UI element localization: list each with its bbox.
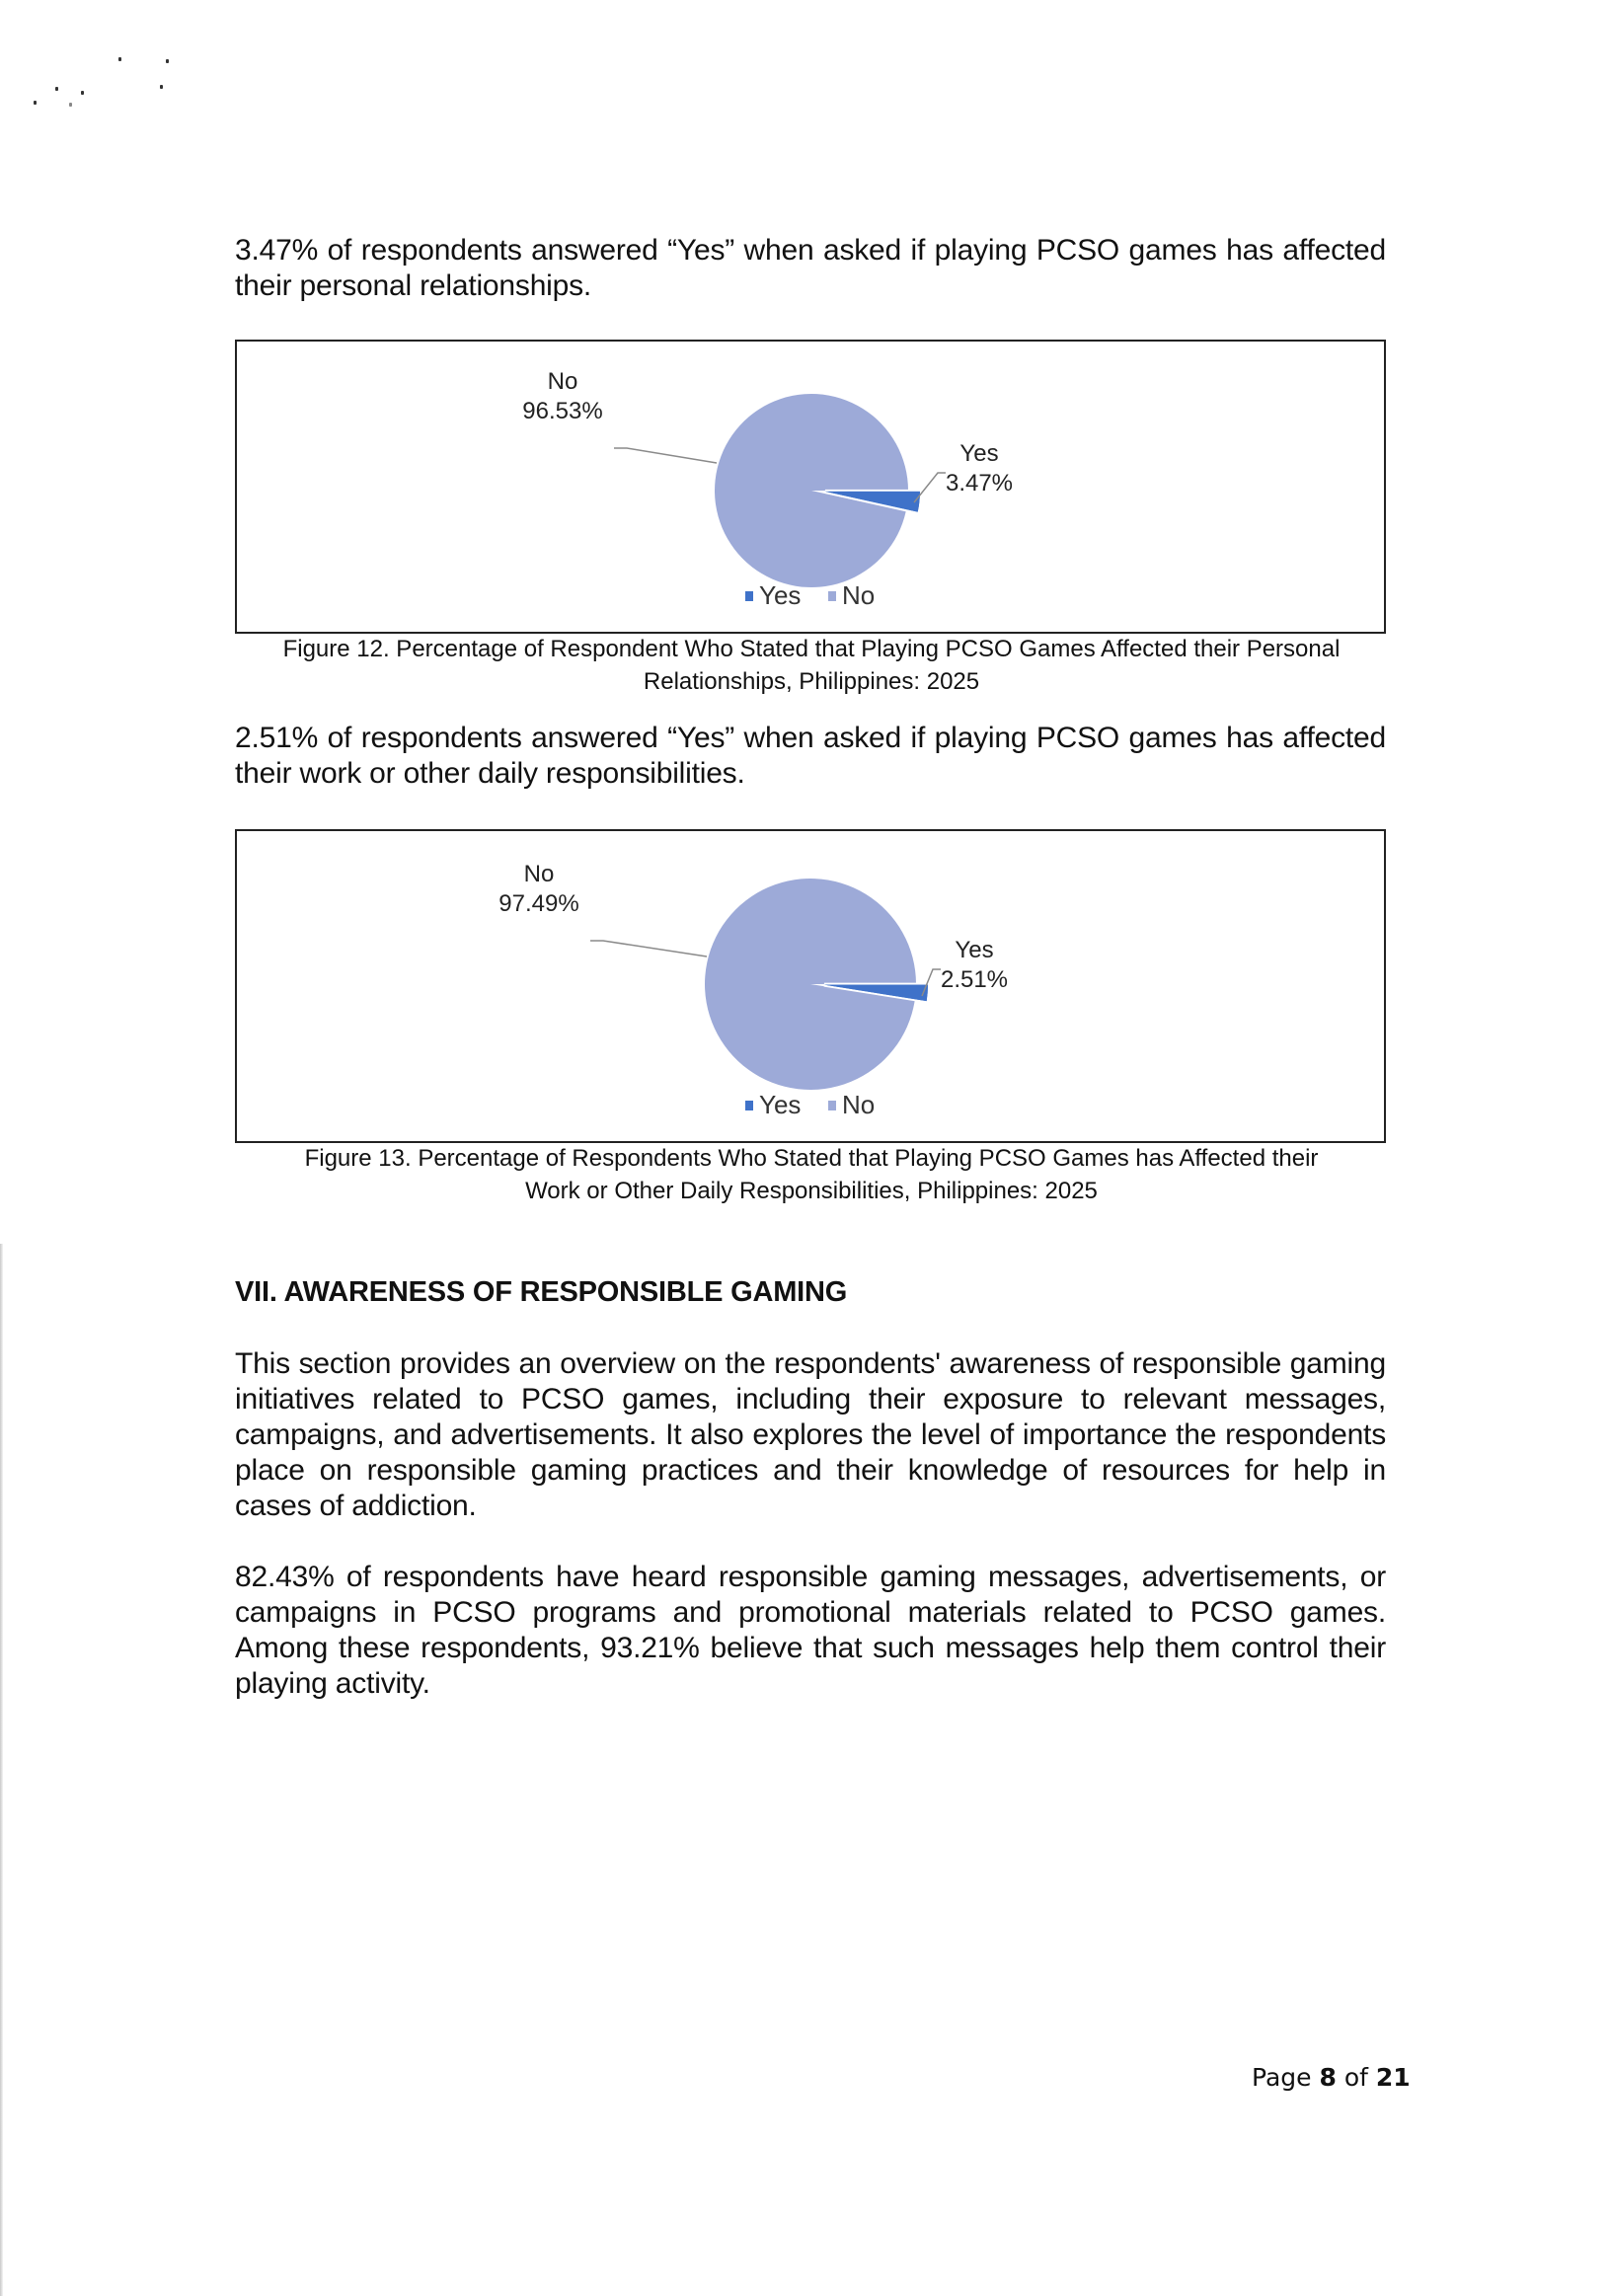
pie-chart-relationships (237, 342, 1388, 636)
figure-13-chart (235, 829, 1386, 1143)
page-number (1252, 2063, 1411, 2092)
data-label-yes-value: 3.47% (945, 470, 1014, 497)
legend-swatch-no (828, 591, 836, 601)
section-heading: VII. AWARENESS OF RESPONSIBLE GAMING (235, 1276, 848, 1308)
of-word: of (1343, 2063, 1368, 2092)
data-label-yes-category: Yes (955, 937, 994, 963)
speck (55, 87, 58, 91)
data-label-no-category: No (523, 861, 555, 887)
caption-line-1: Figure 13. Percentage of Respondents Who Stated that Playing PCSO Games has Affected their (304, 1145, 1319, 1172)
leader-line-no (614, 448, 717, 463)
legend-label-yes: Yes (759, 1090, 802, 1119)
legend-swatch-yes (745, 591, 753, 601)
caption-line-2: Work or Other Daily Responsibilities, Philippines: 2025 (525, 1178, 1098, 1204)
scan-specks (20, 39, 178, 109)
speck (81, 91, 84, 95)
figure-13-caption (227, 1142, 1396, 1207)
total-pages: 21 (1375, 2063, 1411, 2092)
data-label-yes-value: 2.51% (940, 966, 1009, 993)
current-page: 8 (1319, 2063, 1337, 2092)
leader-line-no (590, 941, 707, 957)
legend-label-no: No (842, 580, 876, 610)
speck (160, 85, 163, 89)
speck (166, 59, 169, 63)
legend-label-no: No (842, 1090, 876, 1119)
paragraph-relationships: 3.47% of respondents answered “Yes” when asked if playing PCSO games has affected their personal relationships. (235, 234, 1386, 302)
figure-12-chart (235, 340, 1386, 634)
figure-12-caption (227, 633, 1396, 698)
page-word: Page (1252, 2063, 1312, 2092)
data-label-no-value: 97.49% (498, 890, 579, 917)
scan-edge-shadow (0, 1244, 3, 2296)
legend-label-yes: Yes (759, 580, 802, 610)
speck (69, 103, 72, 107)
speck (118, 57, 121, 61)
paragraph-work-responsibilities: 2.51% of respondents answered “Yes” when asked if playing PCSO games has affected their work or other daily responsibilities. (235, 722, 1386, 790)
legend-swatch-no (828, 1101, 836, 1110)
paragraph-awareness-stats: 82.43% of respondents have heard responsible gaming messages, advertisements, or campaigns in PCSO programs and promotional materials related to PCSO games. Among these respondents, 93.21% believe that such messages help them control their playing activity. (235, 1561, 1386, 1700)
caption-line-2: Relationships, Philippines: 2025 (643, 668, 980, 695)
caption-line-1: Figure 12. Percentage of Respondent Who Stated that Playing PCSO Games Affected their Personal (282, 636, 1341, 662)
data-label-no-category: No (547, 368, 578, 395)
data-label-no-value: 96.53% (522, 398, 603, 424)
data-label-yes-category: Yes (959, 440, 999, 467)
speck (34, 101, 37, 105)
paragraph-section-overview: This section provides an overview on the respondents' awareness of responsible gaming initiatives related to PCSO games, including their exposure to relevant messages, campaigns, and advertisements. It also explores the level of importance the respondents place on responsible gaming practices and their knowledge of resources for help in cases of addiction. (235, 1347, 1386, 1522)
pie-chart-work-responsibilities (237, 831, 1388, 1145)
legend-swatch-yes (745, 1101, 753, 1110)
